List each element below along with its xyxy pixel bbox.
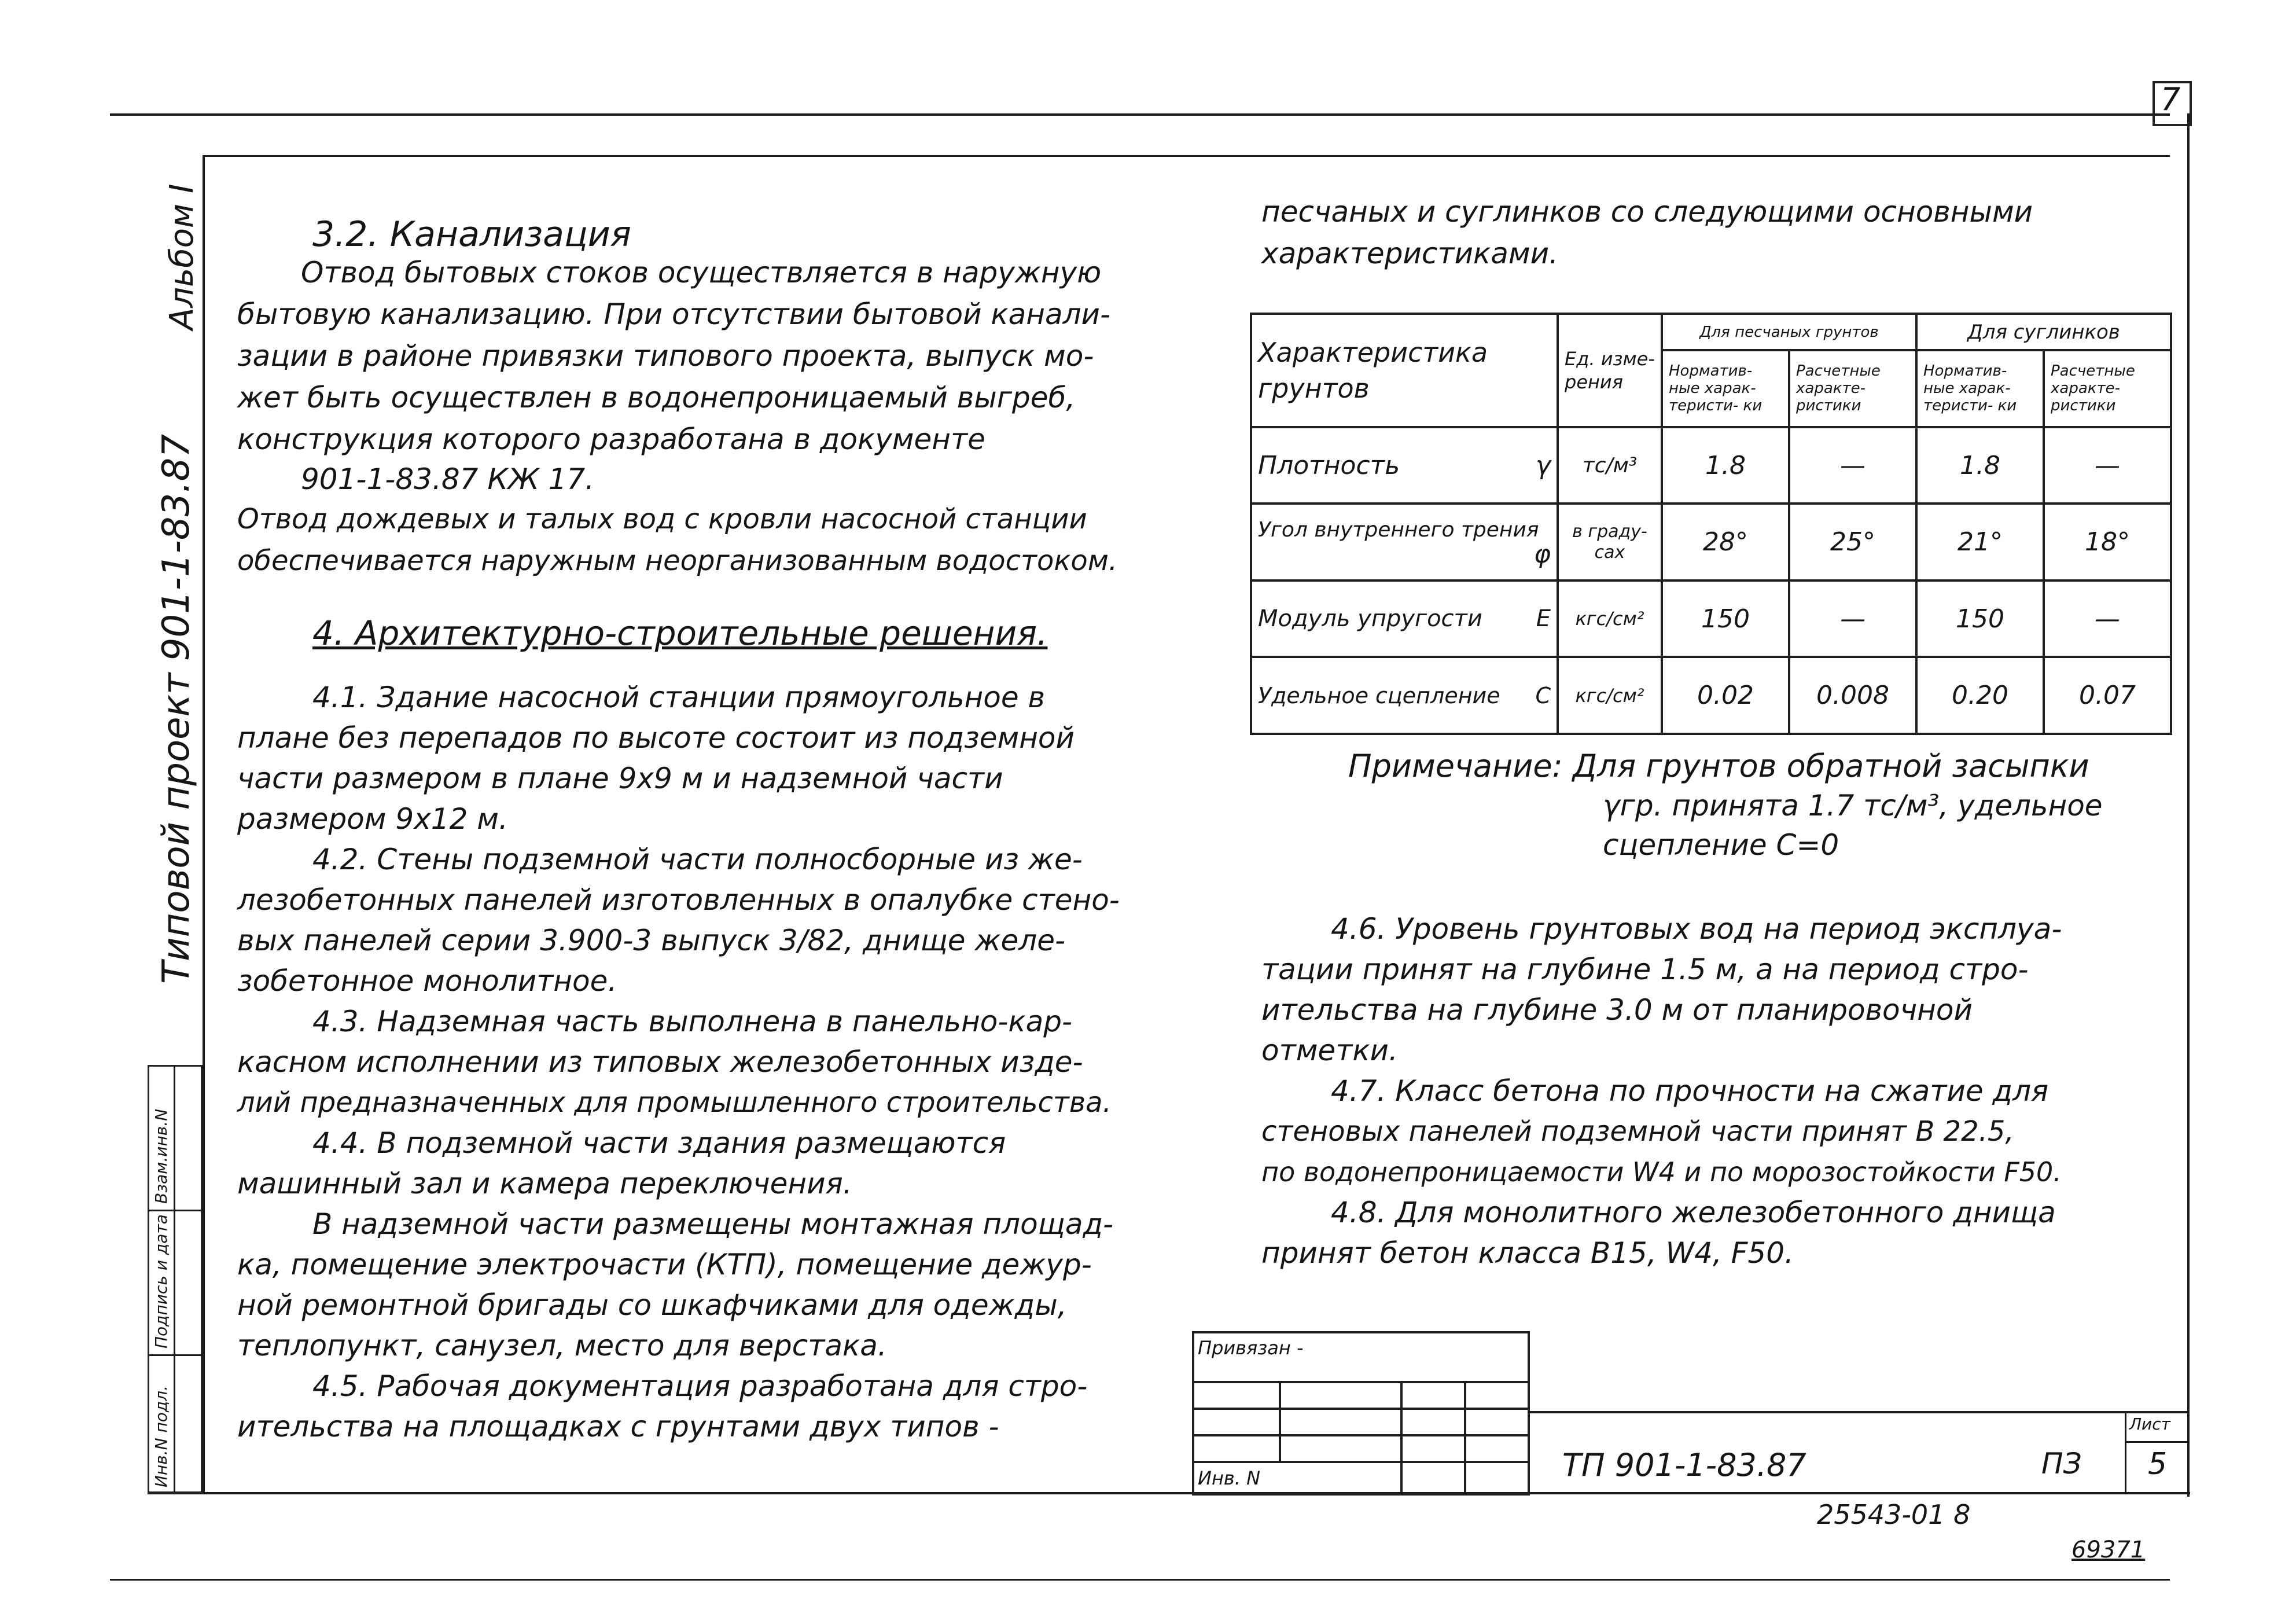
title-block-divider [2125, 1441, 2187, 1443]
text-line: характеристиками. [1261, 237, 1558, 270]
margin-stamp-inv: Инв.N подл. [152, 1385, 171, 1487]
row-loam-norm: 0.20 [1916, 657, 2044, 734]
text-line: стеновых панелей подземной части принят В 22.5, [1261, 1115, 2014, 1148]
row-loam-calc: 18° [2044, 504, 2171, 580]
sub-header-loam-design: Расчетные характе- ристики [2044, 350, 2171, 427]
section-4-heading: 4. Архитектурно-строительные решения. [312, 613, 1048, 653]
text-line: ка, помещение электрочасти (КТП), помещение дежур- [237, 1248, 1092, 1281]
text-line: по водонепроницаемости W4 и по морозостойкости F50. [1261, 1156, 2062, 1188]
text-line: песчаных и суглинков со следующими основными [1261, 195, 2033, 229]
row-symbol: φ [1533, 539, 1551, 569]
text-line: жет быть осуществлен в водонепроницаемый выгреб, [237, 381, 1076, 414]
row-loam-norm: 1.8 [1916, 427, 2044, 504]
top-frame-line [110, 113, 2170, 116]
text-line: зации в районе привязки типового проекта, выпуск мо- [237, 339, 1094, 373]
text-line: тации принят на глубине 1.5 м, а на период стро- [1261, 953, 2029, 986]
text-line: размером 9х12 м. [237, 802, 508, 836]
row-name [1251, 427, 1558, 504]
note-line: γгр. принята 1.7 тс/м³, удельное [1603, 789, 2103, 822]
sheet-label: Лист [2129, 1414, 2170, 1434]
text-line: конструкция которого разработана в документе [237, 422, 985, 456]
right-sections [1261, 909, 2176, 1273]
album-label: Альбом I [163, 183, 201, 330]
document-code: ТП 901-1-83.87 [1562, 1447, 1806, 1483]
text-line: касном исполнении из типовых железобетонных изде- [237, 1045, 1083, 1079]
text-line: бытовую канализацию. При отсутствии бытовой канали- [237, 297, 1111, 331]
row-name-text: Модуль упругости [1258, 605, 1482, 633]
row-loam-calc: — [2044, 427, 2171, 504]
table-note [1348, 747, 2170, 865]
row-loam-calc: — [2044, 580, 2171, 657]
bottom-right-mark: 69371 [2071, 1537, 2146, 1563]
text-line: вых панелей серии 3.900-3 выпуск 3/82, днище желе- [237, 924, 1066, 957]
text-line: лезобетонных панелей изготовленных в опалубке стено- [237, 883, 1120, 917]
text-line: плане без перепадов по высоте состоит из подземной [237, 721, 1075, 755]
row-unit: кгс/см² [1558, 580, 1662, 657]
table-row [1251, 657, 2171, 734]
row-unit: в граду- сах [1558, 504, 1662, 580]
note-line: Примечание: Для грунтов обратной засыпки [1348, 748, 2089, 784]
text-line: 4.8. Для монолитного железобетонного днища [1331, 1196, 2056, 1229]
text-line: принят бетон класса В15, W4, F50. [1261, 1236, 1794, 1270]
row-loam-calc: 0.07 [2044, 657, 2171, 734]
text-line: В надземной части размещены монтажная площад- [312, 1207, 1114, 1241]
row-sand-calc: 0.008 [1789, 657, 1916, 734]
text-line: 4.7. Класс бетона по прочности на сжатие для [1331, 1074, 2049, 1108]
sheet-type: ПЗ [2041, 1447, 2082, 1480]
section-3-2-body [237, 252, 1186, 582]
text-line: Отвод бытовых стоков осуществляется в наружную [301, 256, 1102, 289]
row-sand-norm: 150 [1662, 580, 1789, 657]
privyazan-cell [1193, 1332, 1529, 1382]
text-line: ной ремонтной бригады со шкафчиками для одежды, [237, 1288, 1067, 1322]
row-name-text: Плотность [1258, 450, 1400, 480]
sub-header-loam-normative: Норматив- ные харак- теристи- ки [1916, 350, 2044, 427]
title-block-top-line [1528, 1411, 2187, 1413]
project-label: Типовой проект 901-1-83.87 [155, 433, 198, 984]
soil-characteristics-table [1250, 313, 2172, 735]
sheet-number: 5 [2148, 1447, 2168, 1482]
row-unit: кгс/см² [1558, 657, 1662, 734]
text-line: ительства на глубине 3.0 м от планировочной [1261, 993, 1973, 1027]
row-sand-norm: 1.8 [1662, 427, 1789, 504]
text-line: теплопункт, санузел, место для верстака. [237, 1329, 887, 1362]
inv-label: Инв. N [1198, 1467, 1260, 1489]
row-sand-calc: — [1789, 427, 1916, 504]
row-name-text: Удельное сцепление [1258, 682, 1500, 708]
margin-stamp-sign: Подпись и дата [152, 1214, 171, 1349]
table-row [1251, 427, 2171, 504]
row-loam-norm: 150 [1916, 580, 2044, 657]
row-symbol: C [1535, 682, 1551, 708]
row-sand-norm: 0.02 [1662, 657, 1789, 734]
page-number: 7 [2161, 81, 2181, 117]
text-line: 4.4. В подземной части здания размещаются [312, 1126, 1006, 1160]
inv-cell [1193, 1462, 1401, 1494]
text-line: 4.2. Стены подземной части полносборные из же- [312, 843, 1083, 876]
row-sand-norm: 28° [1662, 504, 1789, 580]
right-intro [1261, 191, 2164, 274]
right-frame-line [2187, 113, 2190, 1497]
row-loam-norm: 21° [1916, 504, 2044, 580]
outer-bottom-line [110, 1579, 2170, 1581]
text-line: отметки. [1261, 1034, 1398, 1067]
note-line: сцепление С=0 [1603, 828, 1839, 862]
group-header-sand: Для песчаных грунтов [1662, 314, 1916, 350]
row-unit: тс/м³ [1558, 427, 1662, 504]
text-line: обеспечивается наружным неорганизованным водостоком. [237, 545, 1118, 577]
text-line: ительства на площадках с грунтами двух типов - [237, 1410, 999, 1443]
col-header-characteristic: Характеристика грунтов [1251, 314, 1558, 427]
margin-stamp-divider [174, 1065, 175, 1493]
text-line: 4.5. Рабочая документация разработана для стро- [312, 1369, 1088, 1403]
text-line: 4.3. Надземная часть выполнена в панельно-кар- [312, 1005, 1073, 1038]
text-line: части размером в плане 9х9 м и надземной части [237, 762, 1003, 795]
sub-header-sand-design: Расчетные характе- ристики [1789, 350, 1916, 427]
section-4-body [237, 677, 1186, 1447]
row-name-text: Угол внутреннего трения [1258, 517, 1539, 542]
group-header-loam: Для суглинков [1916, 314, 2171, 350]
left-frame-line [203, 155, 205, 1492]
archive-number: 25543-01 8 [1817, 1499, 1971, 1530]
text-line: Отвод дождевых и талых вод с кровли насосной станции [237, 503, 1087, 535]
margin-stamp-divider [148, 1210, 203, 1211]
row-symbol: γ [1535, 450, 1551, 480]
margin-stamp-replace: Взам.инв.N [152, 1108, 171, 1204]
inner-top-line [203, 155, 2170, 157]
text-line: машинный зал и камера переключения. [237, 1167, 852, 1200]
row-name [1251, 657, 1558, 734]
text-line: 4.1. Здание насосной станции прямоугольное в [312, 681, 1045, 714]
table-row [1251, 504, 2171, 580]
text-line: 901-1-83.87 КЖ 17. [301, 462, 595, 496]
sub-header-sand-normative: Норматив- ные харак- теристи- ки [1662, 350, 1789, 427]
row-name [1251, 580, 1558, 657]
text-line: зобетонное монолитное. [237, 964, 617, 998]
title-block-divider [2125, 1411, 2126, 1492]
privyazan-label: Привязан - [1198, 1337, 1304, 1359]
section-3-2-heading: 3.2. Канализация [312, 214, 631, 255]
table-row [1251, 580, 2171, 657]
row-symbol: E [1536, 605, 1551, 633]
title-stamp-grid [1192, 1331, 1530, 1496]
col-header-unit: Ед. изме- рения [1558, 314, 1662, 427]
row-sand-calc: 25° [1789, 504, 1916, 580]
margin-stamp-divider [148, 1354, 203, 1356]
row-name [1251, 504, 1558, 580]
text-line: 4.6. Уровень грунтовых вод на период эксплуа- [1331, 912, 2062, 946]
bottom-frame-line [148, 1492, 2190, 1494]
text-line: лий предназначенных для промышленного строительства. [237, 1086, 1112, 1119]
row-sand-calc: — [1789, 580, 1916, 657]
